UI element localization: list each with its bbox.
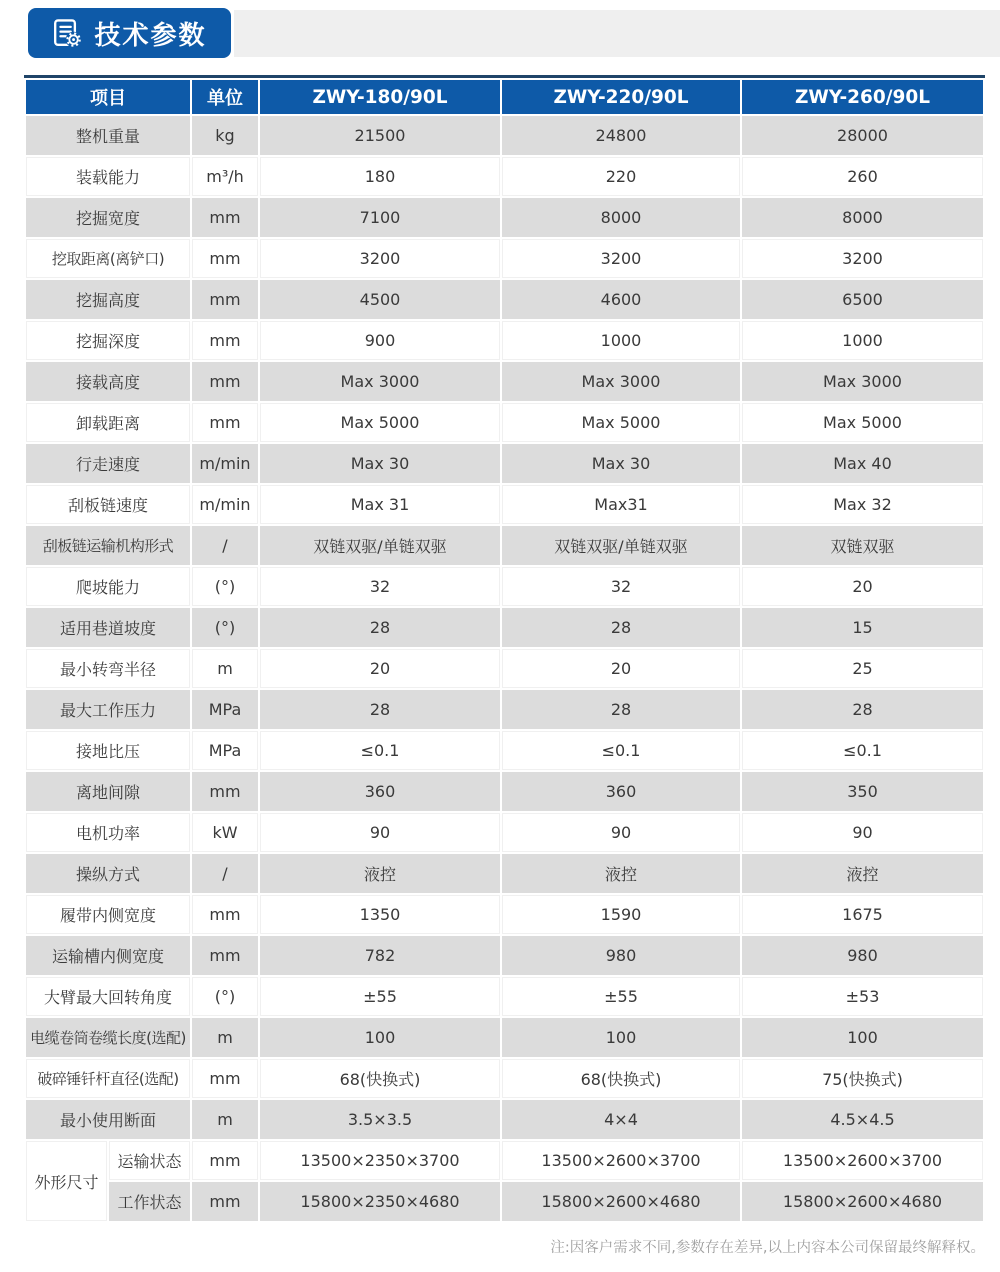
table-row xyxy=(26,444,983,483)
table-row xyxy=(26,321,983,360)
item-cell: 挖取距离(离铲口) xyxy=(26,239,190,278)
unit-cell: m xyxy=(192,1018,258,1057)
value-cell: 1350 xyxy=(260,895,500,934)
value-cell: Max 3000 xyxy=(502,362,740,401)
value-cell: 75(快换式) xyxy=(742,1059,983,1098)
unit-cell: mm xyxy=(192,1141,258,1180)
value-cell: 1000 xyxy=(742,321,983,360)
unit-cell: (°) xyxy=(192,567,258,606)
item-cell: 爬坡能力 xyxy=(26,567,190,606)
unit-cell: kW xyxy=(192,813,258,852)
value-cell: 3200 xyxy=(742,239,983,278)
unit-cell: mm xyxy=(192,280,258,319)
item-cell: 破碎锤钎杆直径(选配) xyxy=(26,1059,190,1098)
value-cell: 20 xyxy=(502,649,740,688)
item-cell: 装载能力 xyxy=(26,157,190,196)
table-row xyxy=(26,608,983,647)
item-cell: 最大工作压力 xyxy=(26,690,190,729)
value-cell: 4600 xyxy=(502,280,740,319)
value-cell: Max 3000 xyxy=(260,362,500,401)
value-cell: 28000 xyxy=(742,116,983,155)
value-cell: ≤0.1 xyxy=(502,731,740,770)
unit-cell: kg xyxy=(192,116,258,155)
item-cell: 接地比压 xyxy=(26,731,190,770)
item-cell: 运输槽内侧宽度 xyxy=(26,936,190,975)
item-cell: 挖掘深度 xyxy=(26,321,190,360)
value-cell: 260 xyxy=(742,157,983,196)
unit-cell: mm xyxy=(192,936,258,975)
table-header-row xyxy=(26,80,983,114)
value-cell: 90 xyxy=(502,813,740,852)
table-row xyxy=(26,567,983,606)
table-row xyxy=(26,895,983,934)
spec-sheet-page xyxy=(0,8,1000,1257)
table-row xyxy=(26,1182,983,1221)
item-cell: 卸载距离 xyxy=(26,403,190,442)
table-row xyxy=(26,977,983,1016)
item-cell: 挖掘高度 xyxy=(26,280,190,319)
footnote: 注:因客户需求不同,参数存在差异,以上内容本公司保留最终解释权。 xyxy=(550,1240,985,1256)
unit-cell: (°) xyxy=(192,977,258,1016)
table-row xyxy=(26,649,983,688)
value-cell: Max 30 xyxy=(502,444,740,483)
table-row xyxy=(26,362,983,401)
value-cell: Max 32 xyxy=(742,485,983,524)
table-row xyxy=(26,1141,983,1180)
item-cell: 适用巷道坡度 xyxy=(26,608,190,647)
value-cell: 双链双驱/单链双驱 xyxy=(502,526,740,565)
unit-cell: MPa xyxy=(192,731,258,770)
document-gear-icon xyxy=(52,18,82,48)
item-cell: 电机功率 xyxy=(26,813,190,852)
value-cell: 980 xyxy=(502,936,740,975)
spec-table-wrap xyxy=(24,75,985,1223)
value-cell: 24800 xyxy=(502,116,740,155)
value-cell: 28 xyxy=(742,690,983,729)
value-cell: 32 xyxy=(502,567,740,606)
column-header: 单位 xyxy=(192,80,258,114)
page-title: 技术参数 xyxy=(94,20,207,51)
value-cell: 28 xyxy=(502,690,740,729)
table-row xyxy=(26,1059,983,1098)
item-cell: 离地间隙 xyxy=(26,772,190,811)
unit-cell: mm xyxy=(192,321,258,360)
unit-cell: m xyxy=(192,649,258,688)
value-cell: 8000 xyxy=(502,198,740,237)
value-cell: 15800×2350×4680 xyxy=(260,1182,500,1221)
value-cell: 100 xyxy=(260,1018,500,1057)
value-cell: 360 xyxy=(260,772,500,811)
value-cell: Max 5000 xyxy=(260,403,500,442)
value-cell: 100 xyxy=(502,1018,740,1057)
table-row xyxy=(26,485,983,524)
item-cell: 刮板链运输机构形式 xyxy=(26,526,190,565)
value-cell: 1675 xyxy=(742,895,983,934)
unit-cell: / xyxy=(192,526,258,565)
table-row xyxy=(26,280,983,319)
value-cell: Max 31 xyxy=(260,485,500,524)
value-cell: 4500 xyxy=(260,280,500,319)
unit-cell: mm xyxy=(192,403,258,442)
unit-cell: mm xyxy=(192,1182,258,1221)
table-row xyxy=(26,403,983,442)
value-cell: Max 3000 xyxy=(742,362,983,401)
table-row xyxy=(26,731,983,770)
value-cell: 3.5×3.5 xyxy=(260,1100,500,1139)
title-bar xyxy=(28,8,231,58)
value-cell: 液控 xyxy=(502,854,740,893)
value-cell: ±55 xyxy=(502,977,740,1016)
unit-cell: mm xyxy=(192,198,258,237)
value-cell: 21500 xyxy=(260,116,500,155)
value-cell: 13500×2600×3700 xyxy=(742,1141,983,1180)
table-row xyxy=(26,813,983,852)
unit-cell: m³/h xyxy=(192,157,258,196)
value-cell: 6500 xyxy=(742,280,983,319)
unit-cell: m xyxy=(192,1100,258,1139)
unit-cell: mm xyxy=(192,1059,258,1098)
value-cell: Max31 xyxy=(502,485,740,524)
value-cell: 1000 xyxy=(502,321,740,360)
value-cell: 68(快换式) xyxy=(502,1059,740,1098)
table-row xyxy=(26,526,983,565)
value-cell: ±55 xyxy=(260,977,500,1016)
value-cell: Max 5000 xyxy=(742,403,983,442)
item-cell: 最小使用断面 xyxy=(26,1100,190,1139)
item-cell: 工作状态 xyxy=(109,1182,190,1221)
value-cell: 28 xyxy=(260,608,500,647)
value-cell: 4×4 xyxy=(502,1100,740,1139)
value-cell: 782 xyxy=(260,936,500,975)
value-cell: 900 xyxy=(260,321,500,360)
value-cell: 3200 xyxy=(502,239,740,278)
item-cell: 最小转弯半径 xyxy=(26,649,190,688)
value-cell: Max 5000 xyxy=(502,403,740,442)
value-cell: 180 xyxy=(260,157,500,196)
unit-cell: m/min xyxy=(192,444,258,483)
value-cell: 28 xyxy=(502,608,740,647)
model-column-header: ZWY-260/90L xyxy=(742,80,983,114)
value-cell: 68(快换式) xyxy=(260,1059,500,1098)
table-row xyxy=(26,116,983,155)
value-cell: 15800×2600×4680 xyxy=(742,1182,983,1221)
value-cell: 20 xyxy=(260,649,500,688)
table-row xyxy=(26,157,983,196)
value-cell: 980 xyxy=(742,936,983,975)
value-cell: 3200 xyxy=(260,239,500,278)
value-cell: 32 xyxy=(260,567,500,606)
table-row xyxy=(26,198,983,237)
value-cell: ≤0.1 xyxy=(260,731,500,770)
value-cell: 双链双驱/单链双驱 xyxy=(260,526,500,565)
item-cell: 整机重量 xyxy=(26,116,190,155)
value-cell: 8000 xyxy=(742,198,983,237)
value-cell: 360 xyxy=(502,772,740,811)
table-row xyxy=(26,772,983,811)
item-cell: 电缆卷筒卷缆长度(选配) xyxy=(26,1018,190,1057)
value-cell: 220 xyxy=(502,157,740,196)
item-cell: 接载高度 xyxy=(26,362,190,401)
value-cell: 13500×2600×3700 xyxy=(502,1141,740,1180)
unit-cell: (°) xyxy=(192,608,258,647)
value-cell: 液控 xyxy=(742,854,983,893)
value-cell: 7100 xyxy=(260,198,500,237)
value-cell: 液控 xyxy=(260,854,500,893)
value-cell: 双链双驱 xyxy=(742,526,983,565)
model-column-header: ZWY-220/90L xyxy=(502,80,740,114)
value-cell: ≤0.1 xyxy=(742,731,983,770)
table-row xyxy=(26,1100,983,1139)
title-strip xyxy=(234,10,1000,57)
value-cell: 28 xyxy=(260,690,500,729)
item-cell: 履带内侧宽度 xyxy=(26,895,190,934)
unit-cell: mm xyxy=(192,239,258,278)
item-cell: 行走速度 xyxy=(26,444,190,483)
table-row xyxy=(26,1018,983,1057)
table-row xyxy=(26,936,983,975)
value-cell: Max 30 xyxy=(260,444,500,483)
unit-cell: / xyxy=(192,854,258,893)
unit-cell: MPa xyxy=(192,690,258,729)
value-cell: 15 xyxy=(742,608,983,647)
item-cell: 运输状态 xyxy=(109,1141,190,1180)
unit-cell: mm xyxy=(192,772,258,811)
value-cell: 350 xyxy=(742,772,983,811)
unit-cell: m/min xyxy=(192,485,258,524)
table-row xyxy=(26,690,983,729)
item-cell: 操纵方式 xyxy=(26,854,190,893)
value-cell: 100 xyxy=(742,1018,983,1057)
value-cell: 90 xyxy=(260,813,500,852)
item-cell: 大臂最大回转角度 xyxy=(26,977,190,1016)
unit-cell: mm xyxy=(192,895,258,934)
item-cell: 挖掘宽度 xyxy=(26,198,190,237)
value-cell: 1590 xyxy=(502,895,740,934)
column-header: 项目 xyxy=(26,80,190,114)
dimension-group-label-cell: 外形尺寸 xyxy=(26,1141,107,1221)
value-cell: 20 xyxy=(742,567,983,606)
spec-table xyxy=(24,78,985,1223)
value-cell: 90 xyxy=(742,813,983,852)
model-column-header: ZWY-180/90L xyxy=(260,80,500,114)
value-cell: 13500×2350×3700 xyxy=(260,1141,500,1180)
unit-cell: mm xyxy=(192,362,258,401)
item-cell: 刮板链速度 xyxy=(26,485,190,524)
value-cell: 25 xyxy=(742,649,983,688)
table-row xyxy=(26,239,983,278)
page-header xyxy=(28,8,1000,58)
value-cell: 15800×2600×4680 xyxy=(502,1182,740,1221)
table-row xyxy=(26,854,983,893)
value-cell: 4.5×4.5 xyxy=(742,1100,983,1139)
value-cell: ±53 xyxy=(742,977,983,1016)
value-cell: Max 40 xyxy=(742,444,983,483)
